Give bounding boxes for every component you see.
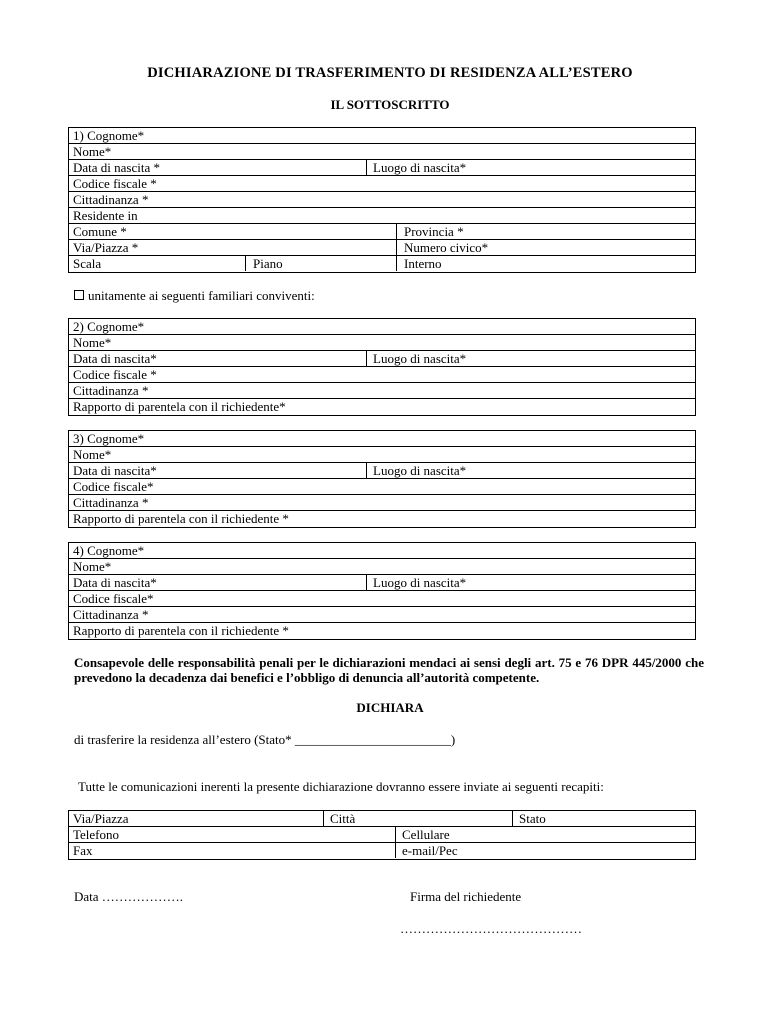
field-cognome[interactable]: 2) Cognome* xyxy=(73,319,145,334)
field-luogo-nascita[interactable]: Luogo di nascita* xyxy=(373,160,467,175)
family-member-box xyxy=(68,318,696,416)
divider xyxy=(366,575,367,590)
field-nome[interactable]: Nome* xyxy=(73,447,112,462)
field-codice-fiscale[interactable]: Codice fiscale* xyxy=(73,591,154,606)
communications-note: Tutte le comunicazioni inerenti la presente dichiarazione dovranno essere inviate ai seguenti recapiti: xyxy=(78,779,604,794)
field-data-nascita[interactable]: Data di nascita* xyxy=(73,463,157,478)
field-interno[interactable]: Interno xyxy=(404,256,442,271)
family-checkbox-line xyxy=(74,288,315,304)
field-via[interactable]: Via/Piazza xyxy=(73,811,129,826)
divider xyxy=(323,811,324,826)
field-cognome[interactable]: 4) Cognome* xyxy=(73,543,145,558)
field-comune[interactable]: Comune * xyxy=(73,224,127,239)
field-residente: Residente in xyxy=(73,208,138,223)
field-data-nascita[interactable]: Data di nascita* xyxy=(73,575,157,590)
field-numero-civico[interactable]: Numero civico* xyxy=(404,240,489,255)
family-member-box xyxy=(68,430,696,528)
divider xyxy=(396,224,397,239)
field-nome[interactable]: Nome* xyxy=(73,144,112,159)
field-rapporto[interactable]: Rapporto di parentela con il richiedente * xyxy=(73,511,289,526)
divider xyxy=(396,256,397,271)
field-cognome[interactable]: 1) Cognome* xyxy=(73,128,145,143)
field-cittadinanza[interactable]: Cittadinanza * xyxy=(73,383,149,398)
document-title: DICHIARAZIONE DI TRASFERIMENTO DI RESIDENZA ALL’ESTERO xyxy=(147,65,633,81)
contacts-box xyxy=(68,810,696,860)
field-cellulare[interactable]: Cellulare xyxy=(402,827,450,842)
divider xyxy=(366,351,367,366)
field-scala[interactable]: Scala xyxy=(73,256,102,271)
field-row xyxy=(69,192,695,208)
field-fax[interactable]: Fax xyxy=(73,843,93,858)
field-cittadinanza[interactable]: Cittadinanza * xyxy=(73,495,149,510)
field-luogo-nascita[interactable]: Luogo di nascita* xyxy=(373,463,467,478)
family-member-box xyxy=(68,542,696,640)
transfer-statement: di trasferire la residenza all’estero (Stato* ________________________) xyxy=(74,732,456,747)
divider xyxy=(245,256,246,271)
field-row xyxy=(69,144,695,160)
field-codice-fiscale[interactable]: Codice fiscale * xyxy=(73,367,157,382)
signature-line[interactable]: …………………………………… xyxy=(400,921,582,936)
field-cittadinanza[interactable]: Cittadinanza * xyxy=(73,607,149,622)
field-codice-fiscale[interactable]: Codice fiscale* xyxy=(73,479,154,494)
field-rapporto[interactable]: Rapporto di parentela con il richiedente* xyxy=(73,399,286,414)
field-row xyxy=(69,176,695,192)
signature-label: Firma del richiedente xyxy=(410,889,522,904)
field-provincia[interactable]: Provincia * xyxy=(404,224,464,239)
field-cittadinanza[interactable]: Cittadinanza * xyxy=(73,192,149,207)
field-email[interactable]: e-mail/Pec xyxy=(402,843,458,858)
field-piano[interactable]: Piano xyxy=(253,256,283,271)
field-codice-fiscale[interactable]: Codice fiscale * xyxy=(73,176,157,191)
field-row xyxy=(69,240,695,256)
field-data-nascita[interactable]: Data di nascita * xyxy=(73,160,160,175)
divider xyxy=(512,811,513,826)
field-nome[interactable]: Nome* xyxy=(73,335,112,350)
divider xyxy=(395,827,396,842)
field-luogo-nascita[interactable]: Luogo di nascita* xyxy=(373,351,467,366)
field-row xyxy=(69,128,695,144)
field-via[interactable]: Via/Piazza * xyxy=(73,240,139,255)
field-cognome[interactable]: 3) Cognome* xyxy=(73,431,145,446)
family-checkbox[interactable] xyxy=(74,290,84,300)
field-nome[interactable]: Nome* xyxy=(73,559,112,574)
field-citta[interactable]: Città xyxy=(330,811,356,826)
field-rapporto[interactable]: Rapporto di parentela con il richiedente * xyxy=(73,623,289,638)
divider xyxy=(395,843,396,858)
family-intro-label: unitamente ai seguenti familiari conviventi: xyxy=(88,288,315,303)
field-luogo-nascita[interactable]: Luogo di nascita* xyxy=(373,575,467,590)
divider xyxy=(396,240,397,255)
field-row xyxy=(69,208,695,224)
section-subtitle: IL SOTTOSCRITTO xyxy=(330,97,450,112)
field-data-nascita[interactable]: Data di nascita* xyxy=(73,351,157,366)
dichiara-heading: DICHIARA xyxy=(356,700,424,715)
divider xyxy=(366,160,367,175)
field-row xyxy=(69,256,695,272)
divider xyxy=(366,463,367,478)
declaration-text: Consapevole delle responsabilità penali per le dichiarazioni mendaci ai sensi degli art. 75 e 76 DPR 445/2000 che prevedono la decadenza dai benefici e l’obbligo di denuncia all’autorità competente. xyxy=(74,655,704,685)
field-row xyxy=(69,160,695,176)
field-row xyxy=(69,224,695,240)
applicant-box xyxy=(68,127,696,273)
field-telefono[interactable]: Telefono xyxy=(73,827,120,842)
field-stato[interactable]: Stato xyxy=(519,811,546,826)
date-field[interactable]: Data ………………. xyxy=(74,889,184,904)
